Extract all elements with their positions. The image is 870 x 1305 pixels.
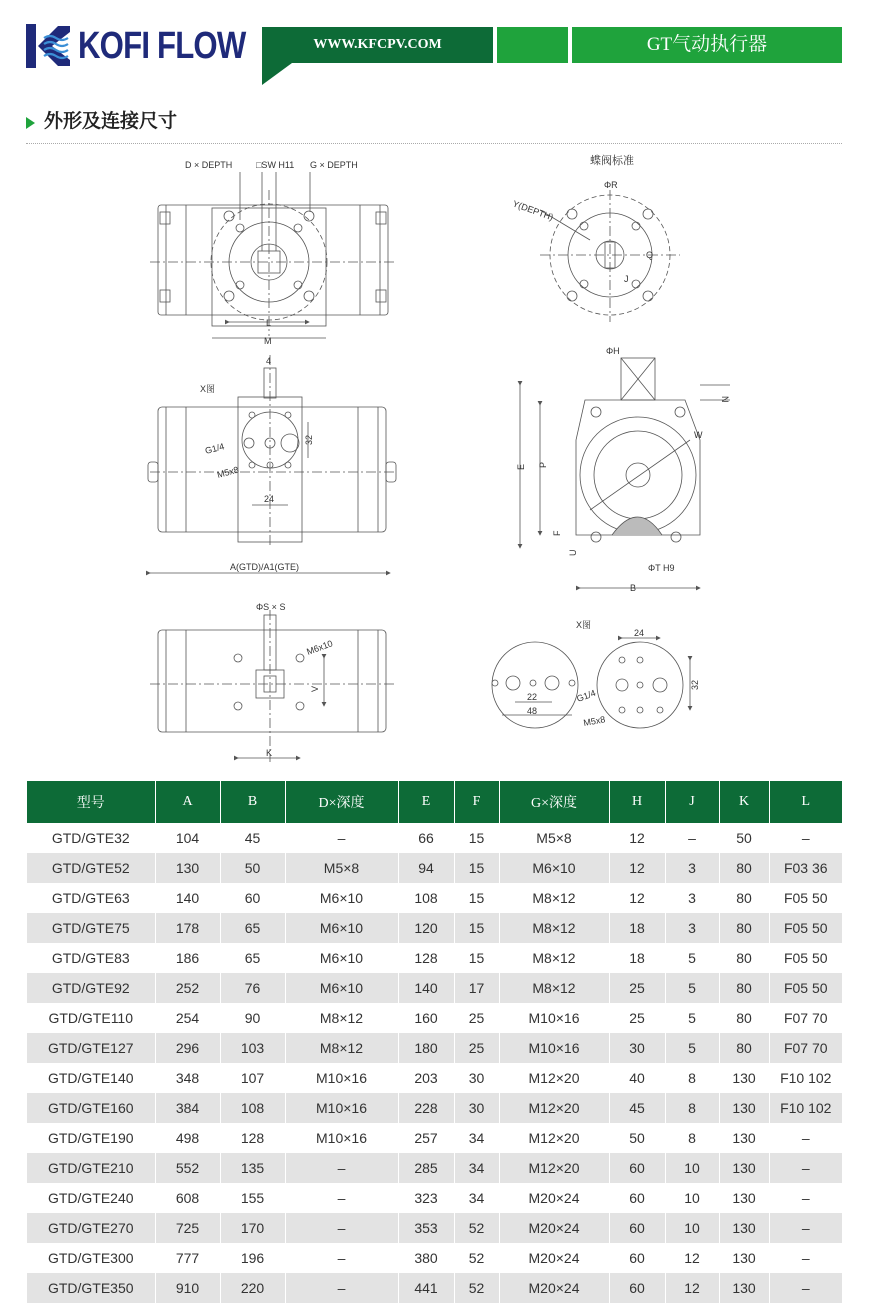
table-cell: 186 xyxy=(155,943,220,973)
table-cell: 296 xyxy=(155,1033,220,1063)
model-cell: GTD/GTE127 xyxy=(27,1033,155,1063)
table-cell: – xyxy=(769,1213,842,1243)
table-row xyxy=(27,823,842,853)
table-cell: 52 xyxy=(454,1213,499,1243)
table-cell: 220 xyxy=(220,1273,285,1303)
label-m5x8: M5x8 xyxy=(215,464,240,480)
table-cell: 60 xyxy=(609,1183,665,1213)
label-k: K xyxy=(266,748,273,758)
table-cell: 12 xyxy=(665,1273,719,1303)
front-view xyxy=(148,355,396,573)
table-cell: 120 xyxy=(398,913,454,943)
label-x-view-detail: X图 xyxy=(576,620,592,630)
table-cell: – xyxy=(285,1243,398,1273)
table-cell: 725 xyxy=(155,1213,220,1243)
table-cell: 94 xyxy=(398,853,454,883)
url-banner xyxy=(262,27,493,63)
header-b: B xyxy=(220,781,285,823)
table-cell: 50 xyxy=(719,823,769,853)
label-p: P xyxy=(538,461,548,468)
dimension-table xyxy=(27,781,842,1303)
table-cell: 130 xyxy=(719,1273,769,1303)
logo-mark-icon xyxy=(26,24,70,68)
label-g14-detail: G1/4 xyxy=(575,687,598,704)
brand-logo xyxy=(26,24,276,70)
header-f: F xyxy=(454,781,499,823)
table-cell: 130 xyxy=(155,853,220,883)
table-cell: M8×12 xyxy=(499,973,609,1003)
table-cell: 777 xyxy=(155,1243,220,1273)
model-cell: GTD/GTE32 xyxy=(27,823,155,853)
model-cell: GTD/GTE140 xyxy=(27,1063,155,1093)
table-cell: 3 xyxy=(665,853,719,883)
table-cell: M12×20 xyxy=(499,1153,609,1183)
table-row xyxy=(27,913,842,943)
table-cell: 25 xyxy=(454,1003,499,1033)
header-model: 型号 xyxy=(27,781,155,823)
label-phi-r: ΦR xyxy=(604,180,618,190)
butterfly-flange-view xyxy=(540,190,680,322)
table-cell: 60 xyxy=(609,1213,665,1243)
label-l: L xyxy=(266,318,272,328)
model-cell: GTD/GTE92 xyxy=(27,973,155,1003)
table-cell: 10 xyxy=(665,1183,719,1213)
model-cell: GTD/GTE52 xyxy=(27,853,155,883)
label-32-detail: 32 xyxy=(690,679,700,690)
table-cell: – xyxy=(285,823,398,853)
table-cell: 130 xyxy=(719,1213,769,1243)
table-cell: 552 xyxy=(155,1153,220,1183)
table-cell: 15 xyxy=(454,823,499,853)
banner-tail-decoration xyxy=(262,63,292,85)
model-cell: GTD/GTE190 xyxy=(27,1123,155,1153)
table-cell: 15 xyxy=(454,913,499,943)
table-cell: F05 50 xyxy=(769,973,842,1003)
table-row xyxy=(27,883,842,913)
label-4: 4 xyxy=(266,356,272,366)
table-cell: 45 xyxy=(609,1093,665,1123)
dimension-drawings xyxy=(0,150,870,775)
table-cell: M8×12 xyxy=(499,883,609,913)
table-cell: 128 xyxy=(398,943,454,973)
table-cell: 65 xyxy=(220,913,285,943)
table-row xyxy=(27,973,842,1003)
model-cell: GTD/GTE240 xyxy=(27,1183,155,1213)
label-32: 32 xyxy=(304,434,314,445)
table-cell: 76 xyxy=(220,973,285,1003)
label-x-view: X图 xyxy=(200,384,216,394)
table-cell: – xyxy=(665,823,719,853)
table-cell: – xyxy=(769,1273,842,1303)
table-cell: 170 xyxy=(220,1213,285,1243)
table-cell: 34 xyxy=(454,1123,499,1153)
model-cell: GTD/GTE63 xyxy=(27,883,155,913)
label-phi-s: ΦS × S xyxy=(256,602,286,612)
table-cell: 140 xyxy=(398,973,454,1003)
label-phi-t: ΦT H9 xyxy=(648,563,675,573)
table-cell: 66 xyxy=(398,823,454,853)
table-cell: 80 xyxy=(719,913,769,943)
table-cell: M12×20 xyxy=(499,1123,609,1153)
table-cell: 80 xyxy=(719,1003,769,1033)
table-cell: 60 xyxy=(220,883,285,913)
table-cell: 135 xyxy=(220,1153,285,1183)
label-g14: G1/4 xyxy=(203,441,226,456)
table-cell: 25 xyxy=(454,1033,499,1063)
logo-text: KOFI FLOW xyxy=(78,25,246,67)
table-cell: – xyxy=(801,830,810,846)
table-cell: 50 xyxy=(220,853,285,883)
table-row xyxy=(27,1213,842,1243)
label-u: U xyxy=(568,549,578,556)
header-h: H xyxy=(609,781,665,823)
table-cell: 60 xyxy=(609,1153,665,1183)
table-cell: 323 xyxy=(398,1183,454,1213)
table-cell: 25 xyxy=(609,973,665,1003)
table-cell: M8×12 xyxy=(285,1033,398,1063)
table-cell: 3 xyxy=(665,913,719,943)
table-row xyxy=(27,1093,842,1123)
bottom-view xyxy=(150,610,396,762)
table-cell: 285 xyxy=(398,1153,454,1183)
table-cell: – xyxy=(801,1130,810,1146)
table-cell: F07 70 xyxy=(783,1010,828,1026)
table-cell: M5×8 xyxy=(499,823,609,853)
table-cell: 90 xyxy=(220,1003,285,1033)
table-cell: 15 xyxy=(454,943,499,973)
table-cell: 12 xyxy=(609,823,665,853)
table-cell: 60 xyxy=(609,1273,665,1303)
header-d-depth: D×深度 xyxy=(285,781,398,823)
table-cell: 196 xyxy=(220,1243,285,1273)
table-cell: 384 xyxy=(155,1093,220,1123)
table-cell: 257 xyxy=(398,1123,454,1153)
table-cell: 130 xyxy=(719,1093,769,1123)
table-cell: 60 xyxy=(609,1243,665,1273)
table-row xyxy=(27,943,842,973)
table-cell: 15 xyxy=(454,883,499,913)
table-cell: 104 xyxy=(155,823,220,853)
table-cell: 348 xyxy=(155,1063,220,1093)
model-cell: GTD/GTE350 xyxy=(27,1273,155,1303)
table-cell: 34 xyxy=(454,1153,499,1183)
table-cell: M12×20 xyxy=(499,1063,609,1093)
table-cell: M8×12 xyxy=(499,913,609,943)
table-cell: M5×8 xyxy=(285,853,398,883)
technical-drawing-svg xyxy=(0,150,870,775)
table-cell: 17 xyxy=(454,973,499,1003)
table-row xyxy=(27,1003,842,1033)
table-cell: 5 xyxy=(665,1033,719,1063)
table-cell: 203 xyxy=(398,1063,454,1093)
table-cell: – xyxy=(285,1273,398,1303)
table-cell: M6×10 xyxy=(285,913,398,943)
table-cell: 254 xyxy=(155,1003,220,1033)
model-cell: GTD/GTE83 xyxy=(27,943,155,973)
table-cell: 180 xyxy=(398,1033,454,1063)
table-cell: 178 xyxy=(155,913,220,943)
table-cell: 8 xyxy=(665,1063,719,1093)
x-view-detail xyxy=(492,638,690,728)
table-cell: M20×24 xyxy=(499,1183,609,1213)
table-cell: 10 xyxy=(665,1153,719,1183)
table-cell: 130 xyxy=(719,1063,769,1093)
table-cell: 107 xyxy=(220,1063,285,1093)
table-cell: 128 xyxy=(220,1123,285,1153)
table-cell: – xyxy=(801,1190,810,1206)
table-cell: M20×24 xyxy=(499,1273,609,1303)
label-f: F xyxy=(552,530,562,536)
table-cell: 65 xyxy=(220,943,285,973)
model-cell: GTD/GTE300 xyxy=(27,1243,155,1273)
table-row xyxy=(27,1183,842,1213)
label-w: W xyxy=(694,430,703,440)
table-cell: 441 xyxy=(398,1273,454,1303)
table-cell: – xyxy=(769,1153,842,1183)
table-cell: 30 xyxy=(609,1033,665,1063)
table-cell: M10×16 xyxy=(499,1033,609,1063)
table-cell: M10×16 xyxy=(499,1003,609,1033)
label-y-depth: Y(DEPTH) xyxy=(511,198,555,223)
table-cell: F10 102 xyxy=(780,1070,832,1086)
table-cell: 608 xyxy=(155,1183,220,1213)
table-cell: 10 xyxy=(665,1213,719,1243)
table-cell: 45 xyxy=(220,823,285,853)
table-cell: 8 xyxy=(665,1123,719,1153)
table-cell: M6×10 xyxy=(499,853,609,883)
table-cell: M6×10 xyxy=(285,973,398,1003)
table-cell: M10×16 xyxy=(285,1093,398,1123)
table-cell: 103 xyxy=(220,1033,285,1063)
website-url[interactable]: WWW.KFCPV.COM xyxy=(313,37,442,52)
table-cell: 380 xyxy=(398,1243,454,1273)
table-cell: 108 xyxy=(398,883,454,913)
table-cell: 3 xyxy=(665,883,719,913)
header-k: K xyxy=(719,781,769,823)
table-cell: – xyxy=(801,1250,810,1266)
green-divider-block xyxy=(497,27,568,63)
table-row xyxy=(27,1123,842,1153)
section-title-text: 外形及连接尺寸 xyxy=(44,111,178,132)
table-cell: 12 xyxy=(609,853,665,883)
table-cell: M10×16 xyxy=(285,1123,398,1153)
table-row xyxy=(27,1153,842,1183)
table-cell: 8 xyxy=(665,1093,719,1123)
label-24: 24 xyxy=(264,494,275,504)
table-cell: 155 xyxy=(220,1183,285,1213)
label-48: 48 xyxy=(527,706,538,716)
model-cell: GTD/GTE160 xyxy=(27,1093,155,1123)
table-cell: M20×24 xyxy=(499,1243,609,1273)
table-cell: F05 50 xyxy=(769,913,842,943)
product-title: GT气动执行器 xyxy=(572,27,842,63)
table-cell: – xyxy=(285,1213,398,1243)
table-row xyxy=(27,1033,842,1063)
label-e: E xyxy=(516,463,526,470)
table-cell: 353 xyxy=(398,1213,454,1243)
table-cell: M20×24 xyxy=(499,1213,609,1243)
table-cell: 80 xyxy=(719,1033,769,1063)
table-cell: M8×12 xyxy=(285,1003,398,1033)
table-cell: F05 50 xyxy=(783,950,828,966)
dotted-divider xyxy=(26,143,842,144)
table-cell: – xyxy=(285,1183,398,1213)
label-sw: □SW H11 xyxy=(256,160,295,170)
header-e: E xyxy=(398,781,454,823)
label-a-gtd: A(GTD)/A1(GTE) xyxy=(230,562,299,572)
table-cell: 498 xyxy=(155,1123,220,1153)
table-cell: F05 50 xyxy=(783,890,828,906)
table-cell: M6×10 xyxy=(285,883,398,913)
label-v: V xyxy=(310,685,320,692)
table-cell: 80 xyxy=(719,943,769,973)
table-cell: M10×16 xyxy=(285,1063,398,1093)
table-cell: 5 xyxy=(665,1003,719,1033)
header-l: L xyxy=(769,781,842,823)
table-cell: 80 xyxy=(719,973,769,1003)
table-cell: M12×20 xyxy=(499,1093,609,1123)
label-22: 22 xyxy=(527,692,538,702)
table-cell: 5 xyxy=(665,973,719,1003)
label-d-depth: D × DEPTH xyxy=(185,160,233,170)
header-j: J xyxy=(665,781,719,823)
table-cell: 18 xyxy=(609,943,665,973)
table-cell: 30 xyxy=(454,1063,499,1093)
model-cell: GTD/GTE75 xyxy=(27,913,155,943)
table-cell: 34 xyxy=(454,1183,499,1213)
table-cell: 5 xyxy=(665,943,719,973)
table-cell: 12 xyxy=(609,883,665,913)
table-cell: 52 xyxy=(454,1243,499,1273)
table-cell: M8×12 xyxy=(499,943,609,973)
table-cell: 228 xyxy=(398,1093,454,1123)
table-cell: 130 xyxy=(719,1243,769,1273)
header-g-depth: G×深度 xyxy=(499,781,609,823)
label-butterfly-standard: 蝶阀标准 xyxy=(590,155,634,167)
table-row xyxy=(27,853,842,883)
table-cell: F07 70 xyxy=(769,1033,842,1063)
model-cell: GTD/GTE210 xyxy=(27,1153,155,1183)
label-m6x10: M6x10 xyxy=(305,638,335,657)
table-cell: 80 xyxy=(719,853,769,883)
table-cell: 50 xyxy=(609,1123,665,1153)
table-cell: 80 xyxy=(719,883,769,913)
table-cell: 25 xyxy=(609,1003,665,1033)
table-row xyxy=(27,1063,842,1093)
table-header-row xyxy=(27,781,842,823)
label-m: M xyxy=(264,336,272,346)
label-q: Q xyxy=(646,250,654,260)
model-cell: GTD/GTE110 xyxy=(27,1003,155,1033)
table-cell: 108 xyxy=(220,1093,285,1123)
table-cell: – xyxy=(285,1153,398,1183)
table-cell: F03 36 xyxy=(769,853,842,883)
table-row xyxy=(27,1273,842,1303)
table-cell: M6×10 xyxy=(285,943,398,973)
table-cell: 30 xyxy=(454,1093,499,1123)
side-view xyxy=(520,358,730,588)
table-cell: 52 xyxy=(454,1273,499,1303)
table-cell: 130 xyxy=(719,1123,769,1153)
page-header xyxy=(0,0,870,90)
table-cell: 910 xyxy=(155,1273,220,1303)
label-n: N xyxy=(720,396,730,403)
model-cell: GTD/GTE270 xyxy=(27,1213,155,1243)
label-24-detail: 24 xyxy=(634,628,645,638)
label-j: J xyxy=(624,274,629,284)
table-cell: F10 102 xyxy=(769,1093,842,1123)
table-cell: 12 xyxy=(665,1243,719,1273)
table-cell: 18 xyxy=(609,913,665,943)
table-cell: 15 xyxy=(454,853,499,883)
table-cell: 130 xyxy=(719,1183,769,1213)
label-g-depth: G × DEPTH xyxy=(310,160,358,170)
triangle-bullet-icon xyxy=(26,117,35,129)
table-cell: 252 xyxy=(155,973,220,1003)
table-row xyxy=(27,1243,842,1273)
table-cell: 130 xyxy=(719,1153,769,1183)
table-cell: 160 xyxy=(398,1003,454,1033)
table-cell: 40 xyxy=(609,1063,665,1093)
table-cell: 140 xyxy=(155,883,220,913)
header-a: A xyxy=(155,781,220,823)
top-view xyxy=(150,172,396,338)
label-phi-h: ΦH xyxy=(606,346,620,356)
label-m5x8-detail: M5x8 xyxy=(582,714,607,728)
label-b: B xyxy=(630,583,637,593)
